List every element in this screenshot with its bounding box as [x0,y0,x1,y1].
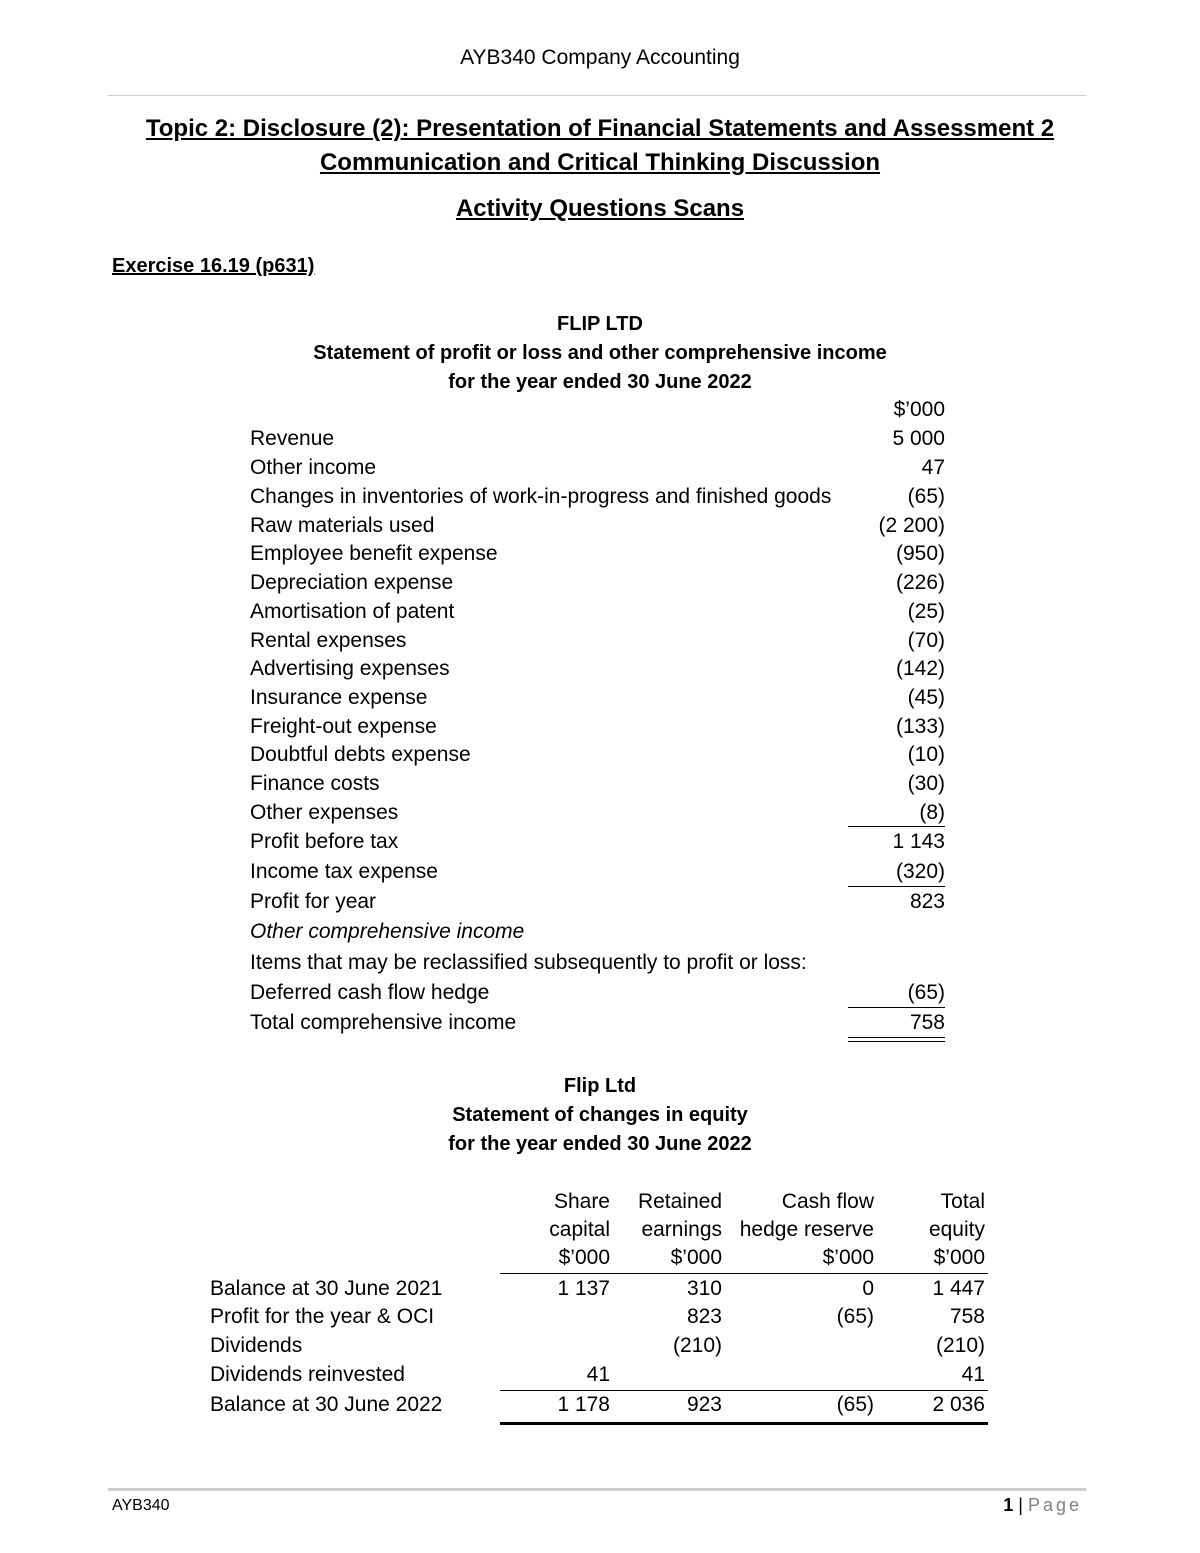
pl-row-amount: (45) [907,686,945,709]
pl-row [250,801,945,830]
equity-cell: (65) [836,1393,874,1416]
pl-company: FLIP LTD [557,313,643,335]
equity-row [210,1305,990,1334]
pl-row-label: Other comprehensive income [250,920,525,943]
pl-row-label: Total comprehensive income [250,1011,517,1034]
pl-row [250,951,945,980]
equity-column-header-line: hedge reserve [739,1218,874,1241]
pl-row [250,890,945,919]
pl-row-label: Amortisation of patent [250,600,455,623]
pl-row-amount: (8) [919,801,945,824]
equity-row-label: Dividends [210,1334,303,1357]
equity-column-header-line: $’000 [933,1246,985,1269]
equity-header-rule [500,1273,988,1274]
equity-column-header-line: Cash flow [781,1190,874,1213]
pl-row-label: Changes in inventories of work-in-progress and finished goods [250,485,832,508]
pl-row-amount: (950) [895,542,945,565]
equity-column-header-line: Retained [637,1190,722,1213]
pl-row-label: Profit for year [250,890,377,913]
page-number: 1 [1003,1495,1014,1515]
page-subtitle: Activity Questions Scans [455,195,745,222]
pl-total-rule [848,1037,945,1038]
pl-row-label: Employee benefit expense [250,542,498,565]
pl-row-amount: (142) [895,657,945,680]
pl-row [250,1011,945,1040]
pl-row-amount: (70) [907,629,945,652]
equity-column-header [638,1188,722,1272]
equity-column-header-line: equity [928,1218,985,1241]
pl-row [250,830,945,859]
pl-row-amount: 823 [909,890,945,913]
pl-row [250,860,945,889]
pl-row-label: Income tax expense [250,860,438,883]
pl-row-amount: 758 [909,1011,945,1034]
equity-cell: 758 [949,1305,985,1328]
pl-row-label: Revenue [250,427,335,450]
pl-row-label: Depreciation expense [250,571,454,594]
equity-column-header-line: capital [549,1218,610,1241]
page-title-line1: Topic 2: Disclosure (2): Presentation of Financial Statements and Assessment 2 [145,115,1055,142]
page-header: AYB340 Company Accounting [460,46,740,69]
equity-column-header-line: Total [940,1190,985,1213]
equity-cell: 41 [961,1363,985,1386]
pl-row-label: Other income [250,456,377,479]
pl-row [250,600,945,629]
pl-row-label: Other expenses [250,801,399,824]
equity-cell: 1 137 [557,1277,610,1300]
equity-cell: (65) [836,1305,874,1328]
equity-cell: 1 447 [932,1277,985,1300]
equity-row-label: Balance at 30 June 2021 [210,1277,443,1300]
equity-cell: (210) [672,1334,722,1357]
pl-row-amount: (133) [895,715,945,738]
footer-divider [108,1488,1086,1491]
pl-row-label: Finance costs [250,772,380,795]
footer-page [1003,1495,1082,1516]
page-word: Page [1027,1495,1082,1515]
pl-row [250,542,945,571]
equity-cell: 41 [586,1363,610,1386]
equity-column-header-line: earnings [641,1218,722,1241]
pl-row-amount: (2 200) [878,514,945,537]
equity-row-label: Profit for the year & OCI [210,1305,435,1328]
pl-row [250,427,945,456]
pl-row-label: Doubtful debts expense [250,743,471,766]
equity-column-header-line: $’000 [558,1246,610,1269]
pl-row [250,772,945,801]
equity-column-header-line: $’000 [670,1246,722,1269]
pl-row-amount: (320) [895,860,945,883]
equity-statement-name: Statement of changes in equity [452,1104,748,1126]
pl-row-label: Profit before tax [250,830,399,853]
equity-cell: 2 036 [932,1393,985,1416]
pl-row-amount: (65) [907,485,945,508]
pl-row [250,485,945,514]
equity-row [210,1363,990,1392]
pl-row-amount: 5 000 [892,427,945,450]
pl-row-label: Insurance expense [250,686,428,709]
page-separator: | [1018,1495,1023,1515]
equity-row [210,1393,990,1422]
pl-row-amount: (10) [907,743,945,766]
equity-cell: 823 [686,1305,722,1328]
exercise-heading: Exercise 16.19 (p631) [112,255,315,277]
pl-row-label: Rental expenses [250,629,407,652]
pl-row [250,456,945,485]
equity-row-label: Dividends reinvested [210,1363,405,1386]
pl-total-rule [848,826,945,827]
equity-column-header [929,1188,985,1272]
equity-column-header-line: Share [553,1190,610,1213]
equity-period: for the year ended 30 June 2022 [448,1133,752,1155]
pl-row [250,981,945,1010]
pl-row-amount: 47 [921,456,945,479]
pl-total-rule [848,886,945,887]
pl-row [250,657,945,686]
pl-row [250,571,945,600]
equity-cell: 1 178 [557,1393,610,1416]
equity-cell: 0 [862,1277,874,1300]
pl-row-amount: 1 143 [892,830,945,853]
pl-row-amount: (25) [907,600,945,623]
equity-final-rule [500,1422,988,1425]
equity-cell: 923 [686,1393,722,1416]
pl-row-amount: (226) [895,571,945,594]
page-title-line2: Communication and Critical Thinking Discussion [319,149,881,176]
pl-row-label: Deferred cash flow hedge [250,981,490,1004]
pl-row [250,715,945,744]
pl-row [250,686,945,715]
equity-column-header-line: $’000 [822,1246,874,1269]
pl-total-rule [848,1041,945,1042]
header-divider [108,95,1086,96]
equity-cell: (210) [935,1334,985,1357]
equity-row [210,1334,990,1363]
footer-course-code: AYB340 [112,1497,170,1514]
pl-period: for the year ended 30 June 2022 [448,371,752,393]
equity-total-rule [500,1390,988,1391]
pl-unit: $’000 [893,398,945,421]
equity-column-header [549,1188,610,1272]
pl-row [250,514,945,543]
pl-row [250,743,945,772]
pl-row-label: Advertising expenses [250,657,450,680]
pl-total-rule [848,1007,945,1008]
pl-row-label: Freight-out expense [250,715,437,738]
pl-statement-name: Statement of profit or loss and other comprehensive income [313,342,887,364]
equity-row-label: Balance at 30 June 2022 [210,1393,443,1416]
pl-unit-row [250,398,945,427]
pl-row-amount: (65) [907,981,945,1004]
pl-row [250,629,945,658]
equity-row [210,1277,990,1306]
equity-column-header [740,1188,874,1272]
equity-company: Flip Ltd [563,1075,637,1097]
equity-cell: 310 [686,1277,722,1300]
pl-row-label: Raw materials used [250,514,435,537]
pl-row-amount: (30) [907,772,945,795]
pl-row-label: Items that may be reclassified subsequently to profit or loss: [250,951,807,974]
pl-row [250,920,945,949]
